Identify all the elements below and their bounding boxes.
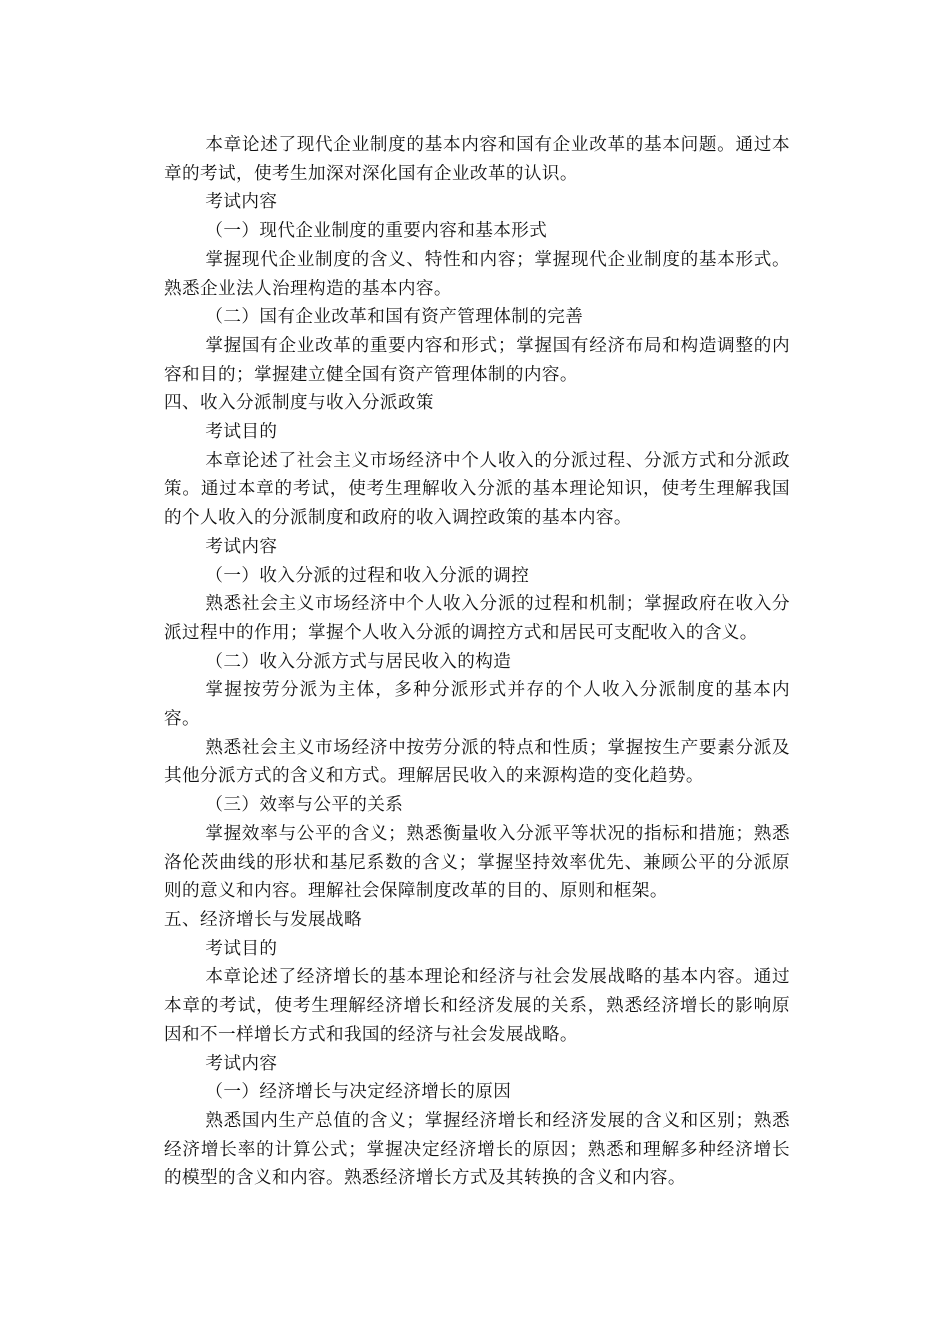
chapter-heading: 五、经济增长与发展战略	[164, 909, 362, 930]
body-paragraph: 熟悉国内生产总值的含义；掌握经济增长和经济发展的含义和区别；熟悉经济增长率的计算公式；掌握决定经济增长的原因；熟悉和理解多种经济增长的模型的含义和内容。熟悉经济增长方式及其转换的含义和内容。	[164, 1110, 790, 1189]
subsection-title: （一）收入分派的过程和收入分派的调控	[205, 565, 530, 586]
intro-paragraph: 本章论述了现代企业制度的基本内容和国有企业改革的基本问题。通过本章的考试，使考生加深对深化国有企业改革的认识。	[164, 135, 790, 184]
chapter-heading: 四、收入分派制度与收入分派政策	[164, 393, 434, 414]
document-body	[164, 131, 790, 1193]
section-label-exam-goal: 考试目的	[205, 938, 278, 959]
section-label-exam-goal: 考试目的	[205, 422, 278, 443]
section-label-exam-content: 考试内容	[205, 192, 278, 213]
body-paragraph: 掌握按劳分派为主体，多种分派形式并存的个人收入分派制度的基本内容。	[164, 680, 790, 730]
body-paragraph: 掌握国有企业改革的重要内容和形式；掌握国有经济布局和构造调整的内容和目的；掌握建立健全国有资产管理体制的内容。	[164, 335, 790, 385]
section-label-exam-content: 考试内容	[205, 1053, 278, 1074]
body-paragraph: 熟悉社会主义市场经济中个人收入分派的过程和机制；掌握政府在收入分派过程中的作用；掌握个人收入分派的调控方式和居民可支配收入的含义。	[164, 594, 790, 643]
body-paragraph: 熟悉社会主义市场经济中按劳分派的特点和性质；掌握按生产要素分派及其他分派方式的含义和方式。理解居民收入的来源构造的变化趋势。	[164, 737, 790, 787]
subsection-title: （二）国有企业改革和国有资产管理体制的完善	[205, 307, 584, 328]
subsection-title: （二）收入分派方式与居民收入的构造	[205, 651, 512, 672]
body-paragraph: 掌握现代企业制度的含义、特性和内容；掌握现代企业制度的基本形式。熟悉企业法人治理构造的基本内容。	[164, 249, 790, 299]
subsection-title: （一）现代企业制度的重要内容和基本形式	[205, 221, 548, 242]
body-paragraph: 本章论述了经济增长的基本理论和经济与社会发展战略的基本内容。通过本章的考试，使考生理解经济增长和经济发展的关系，熟悉经济增长的影响原因和不一样增长方式和我国的经济与社会发展战略。	[164, 967, 790, 1045]
body-paragraph: 掌握效率与公平的含义；熟悉衡量收入分派平等状况的指标和措施；熟悉洛伦茨曲线的形状和基尼系数的含义；掌握坚持效率优先、兼顾公平的分派原则的意义和内容。理解社会保障制度改革的目的、原则和框架。	[164, 823, 790, 902]
section-label-exam-content: 考试内容	[205, 536, 278, 557]
subsection-title: （一）经济增长与决定经济增长的原因	[205, 1082, 512, 1103]
body-paragraph: 本章论述了社会主义市场经济中个人收入的分派过程、分派方式和分派政策。通过本章的考试，使考生理解收入分派的基本理论知识，使考生理解我国的个人收入的分派制度和政府的收入调控政策的基本内容。	[164, 450, 790, 529]
subsection-title: （三）效率与公平的关系	[205, 795, 404, 816]
